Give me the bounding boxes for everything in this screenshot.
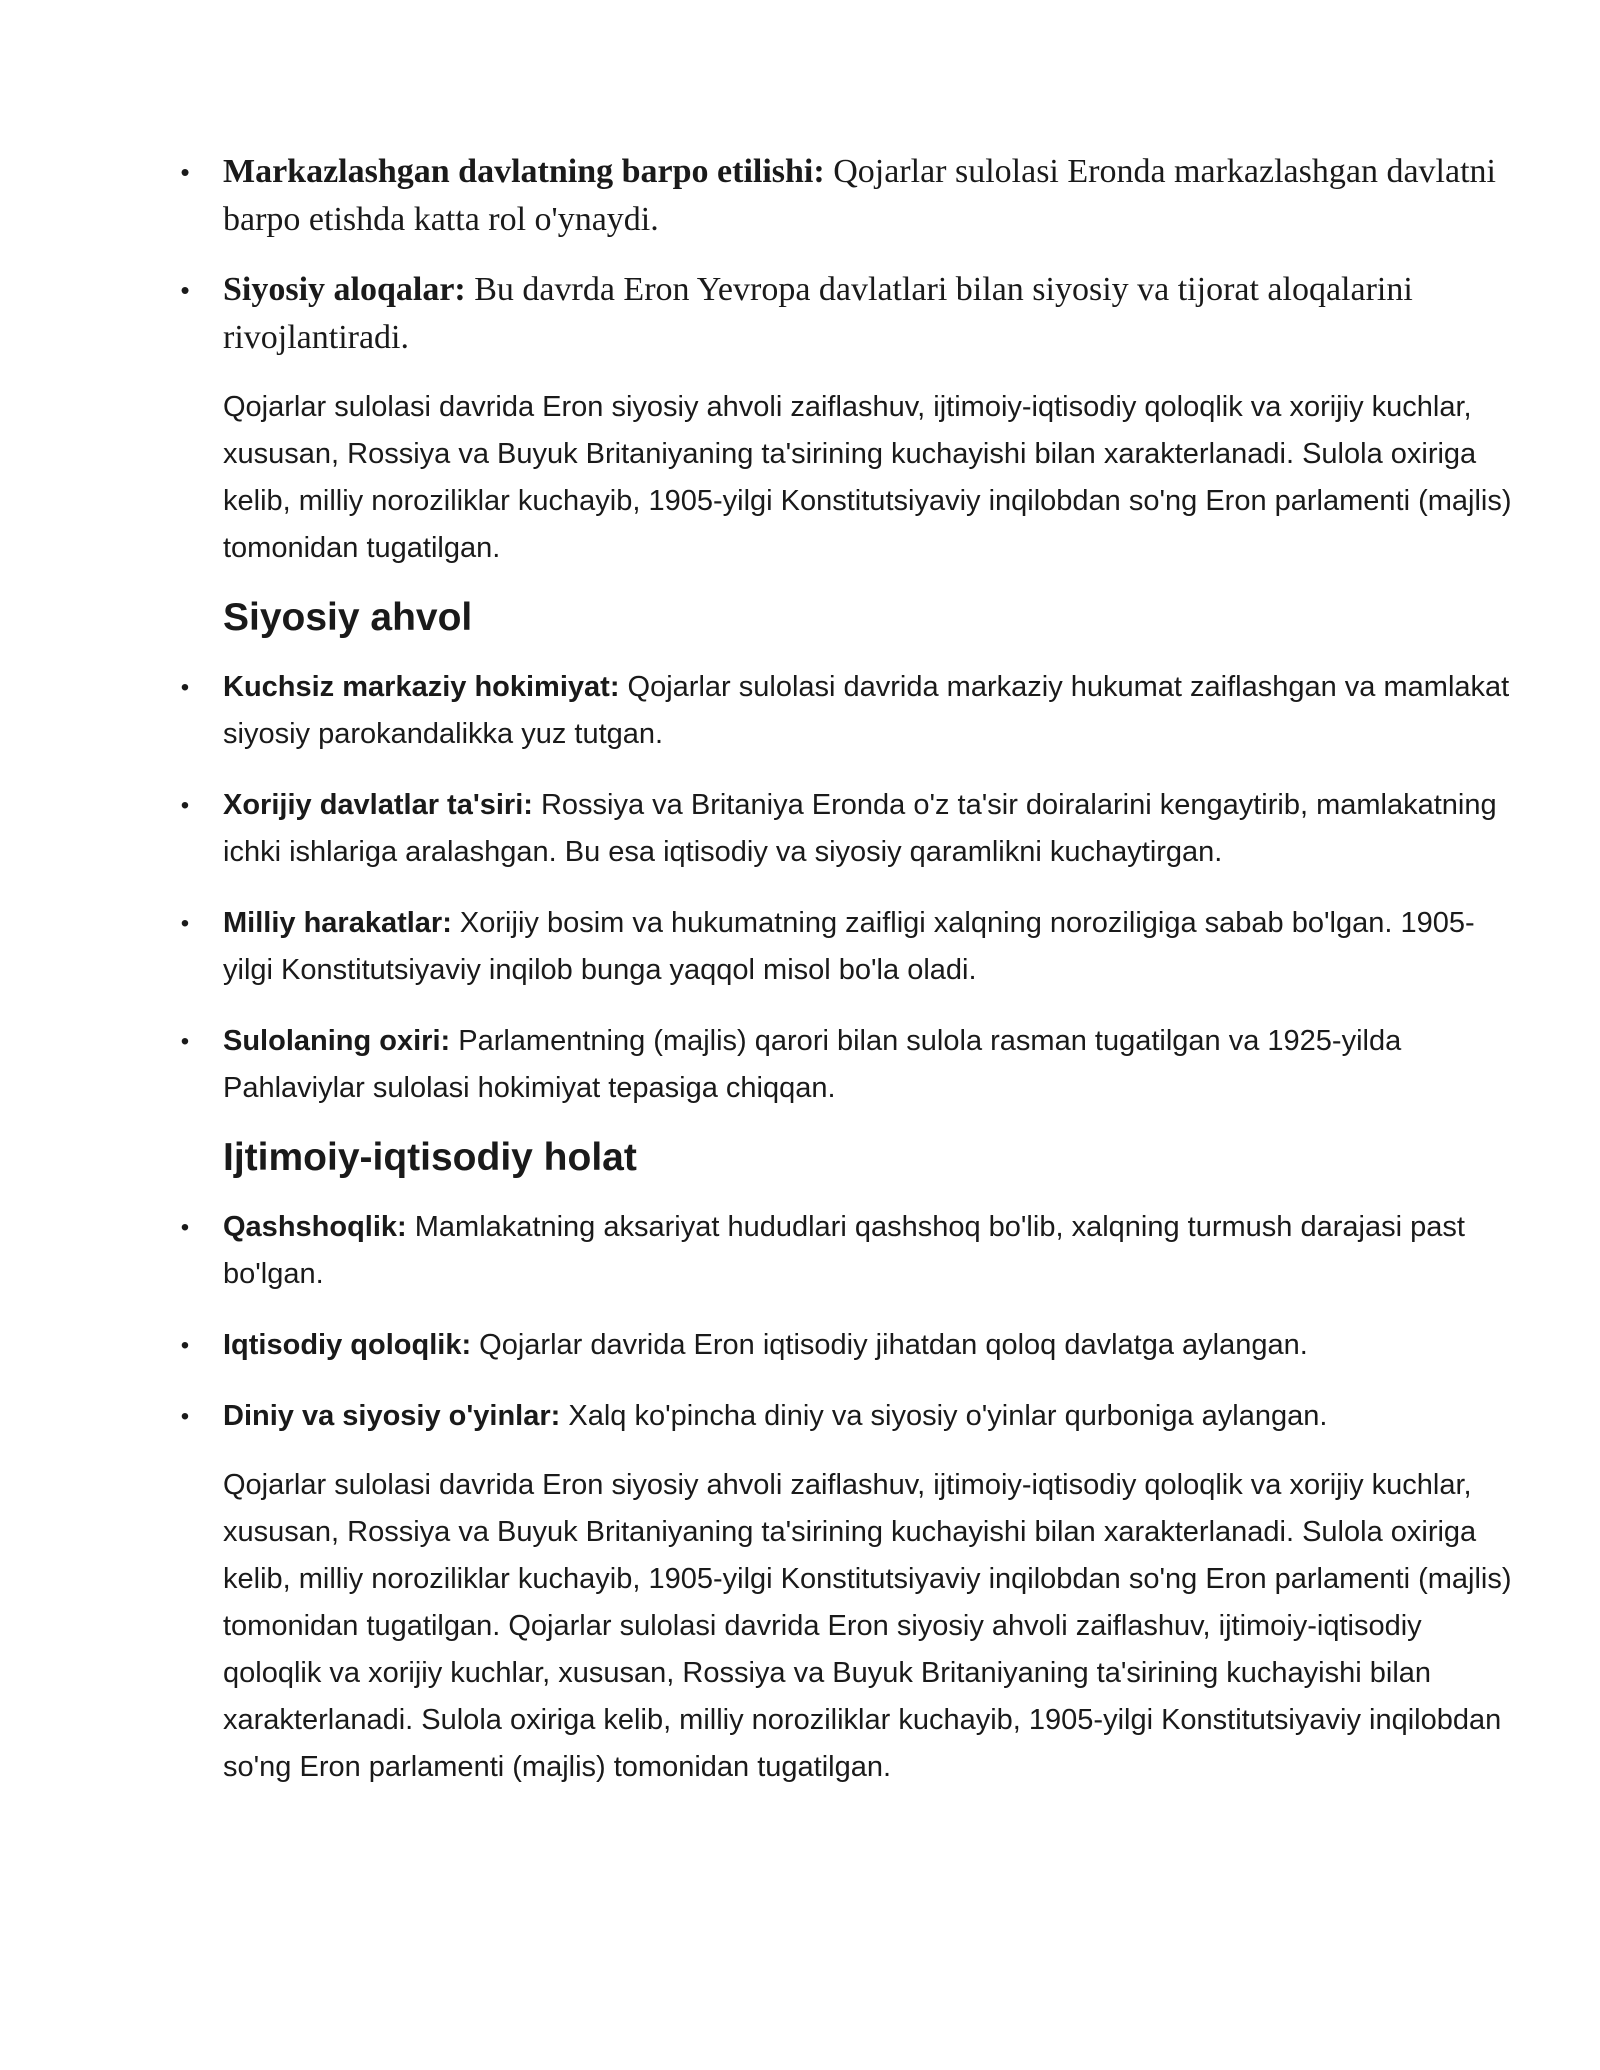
bullet-icon: •	[180, 674, 190, 701]
bullet-icon: •	[180, 910, 190, 937]
list-item-text	[223, 1322, 1523, 1369]
list-item-political-relations	[180, 266, 1523, 362]
list-item-national-movements	[180, 900, 1523, 994]
document-body	[180, 148, 1523, 1791]
list-item-label: Xorijiy davlatlar ta'siri:	[223, 789, 533, 821]
list-item-text	[223, 1393, 1523, 1440]
list-item-label: Markazlashgan davlatning barpo etilishi:	[223, 153, 825, 190]
list-item-label: Kuchsiz markaziy hokimiyat:	[223, 671, 620, 703]
list-item-poverty	[180, 1204, 1523, 1298]
list-item-text	[223, 266, 1523, 362]
list-item-text	[223, 782, 1523, 876]
bullet-icon: •	[180, 1403, 190, 1430]
list-item-text	[223, 1018, 1523, 1112]
list-item-text	[223, 900, 1523, 994]
bullet-icon: •	[180, 157, 190, 187]
list-item-label: Diniy va siyosiy o'yinlar:	[223, 1400, 561, 1432]
list-item-body: Rossiya va Britaniya Eronda o'z ta'sir doiralarini kengaytirib, mamlakatning ichki ishlariga aralashgan. Bu esa iqtisodiy va siyosiy qaramlikni kuchaytirgan.	[223, 789, 1497, 868]
list-item-text	[223, 664, 1523, 758]
list-item-label: Iqtisodiy qoloqlik:	[223, 1329, 472, 1361]
list-item-label: Siyosiy aloqalar:	[223, 271, 466, 308]
list-item-body: Bu davrda Eron Yevropa davlatlari bilan siyosiy va tijorat aloqalarini rivojlantiradi.	[223, 271, 1413, 356]
bullet-icon: •	[180, 275, 190, 305]
list-item-body: Parlamentning (majlis) qarori bilan sulola rasman tugatilgan va 1925-yilda Pahlaviylar sulolasi hokimiyat tepasiga chiqqan.	[223, 1025, 1402, 1104]
list-item-body: Xorijiy bosim va hukumatning zaifligi xalqning noroziligiga sabab bo'lgan. 1905-yilgi Konstitutsiyaviy inqilob bunga yaqqol misol bo'la oladi.	[223, 907, 1475, 986]
list-item-religious-political-games	[180, 1393, 1523, 1440]
list-item-economic-backwardness	[180, 1322, 1523, 1369]
list-item-body: Mamlakatning aksariyat hududlari qashshoq bo'lib, xalqning turmush darajasi past bo'lgan.	[223, 1211, 1465, 1290]
paragraph-conclusion: Qojarlar sulolasi davrida Eron siyosiy ahvoli zaiflashuv, ijtimoiy-iqtisodiy qoloqlik va xorijiy kuchlar, xususan, Rossiya va Buyuk Britaniyaning ta'sirining kuchayishi bilan xarakterlanadi. Sulola oxiriga kelib, milliy noroziliklar kuchayib, 1905-yilgi Konstitutsiyaviy inqilobdan so'ng Eron parlamenti (majlis) tomonidan tugatilgan. Qojarlar sulolasi davrida Eron siyosiy ahvoli zaiflashuv, ijtimoiy-iqtisodiy qoloqlik va xorijiy kuchlar, xususan, Rossiya va Buyuk Britaniyaning ta'sirining kuchayishi bilan xarakterlanadi. Sulola oxiriga kelib, milliy noroziliklar kuchayib, 1905-yilgi Konstitutsiyaviy inqilobdan so'ng Eron parlamenti (majlis) tomonidan tugatilgan.	[223, 1469, 1512, 1783]
list-item-label: Sulolaning oxiri:	[223, 1025, 451, 1057]
list-item-body: Qojarlar sulolasi Eronda markazlashgan davlatni barpo etishda katta rol o'ynaydi.	[223, 153, 1496, 238]
section-heading-socioeconomic: Ijtimoiy-iqtisodiy holat	[223, 1136, 637, 1179]
list-item-centralized-state	[180, 148, 1523, 244]
list-item-text	[223, 1204, 1523, 1298]
bullet-icon: •	[180, 792, 190, 819]
list-item-body: Qojarlar sulolasi davrida markaziy hukumat zaiflashgan va mamlakat siyosiy parokandalikka yuz tutgan.	[223, 671, 1510, 750]
bullet-icon: •	[180, 1214, 190, 1241]
list-item-label: Qashshoqlik:	[223, 1211, 407, 1243]
list-item-weak-government	[180, 664, 1523, 758]
list-item-body: Xalq ko'pincha diniy va siyosiy o'yinlar qurboniga aylangan.	[560, 1400, 1328, 1432]
list-item-foreign-influence	[180, 782, 1523, 876]
list-item-label: Milliy harakatlar:	[223, 907, 452, 939]
section-heading-political: Siyosiy ahvol	[223, 596, 473, 639]
paragraph-summary: Qojarlar sulolasi davrida Eron siyosiy ahvoli zaiflashuv, ijtimoiy-iqtisodiy qoloqlik va xorijiy kuchlar, xususan, Rossiya va Buyuk Britaniyaning ta'sirining kuchayishi bilan xarakterlanadi. Sulola oxiriga kelib, milliy noroziliklar kuchayib, 1905-yilgi Konstitutsiyaviy inqilobdan so'ng Eron parlamenti (majlis) tomonidan tugatilgan.	[223, 391, 1512, 564]
list-item-end-of-dynasty	[180, 1018, 1523, 1112]
list-item-text	[223, 148, 1523, 244]
list-item-body: Qojarlar davrida Eron iqtisodiy jihatdan qoloq davlatga aylangan.	[471, 1329, 1308, 1361]
bullet-icon: •	[180, 1028, 190, 1055]
bullet-icon: •	[180, 1332, 190, 1359]
